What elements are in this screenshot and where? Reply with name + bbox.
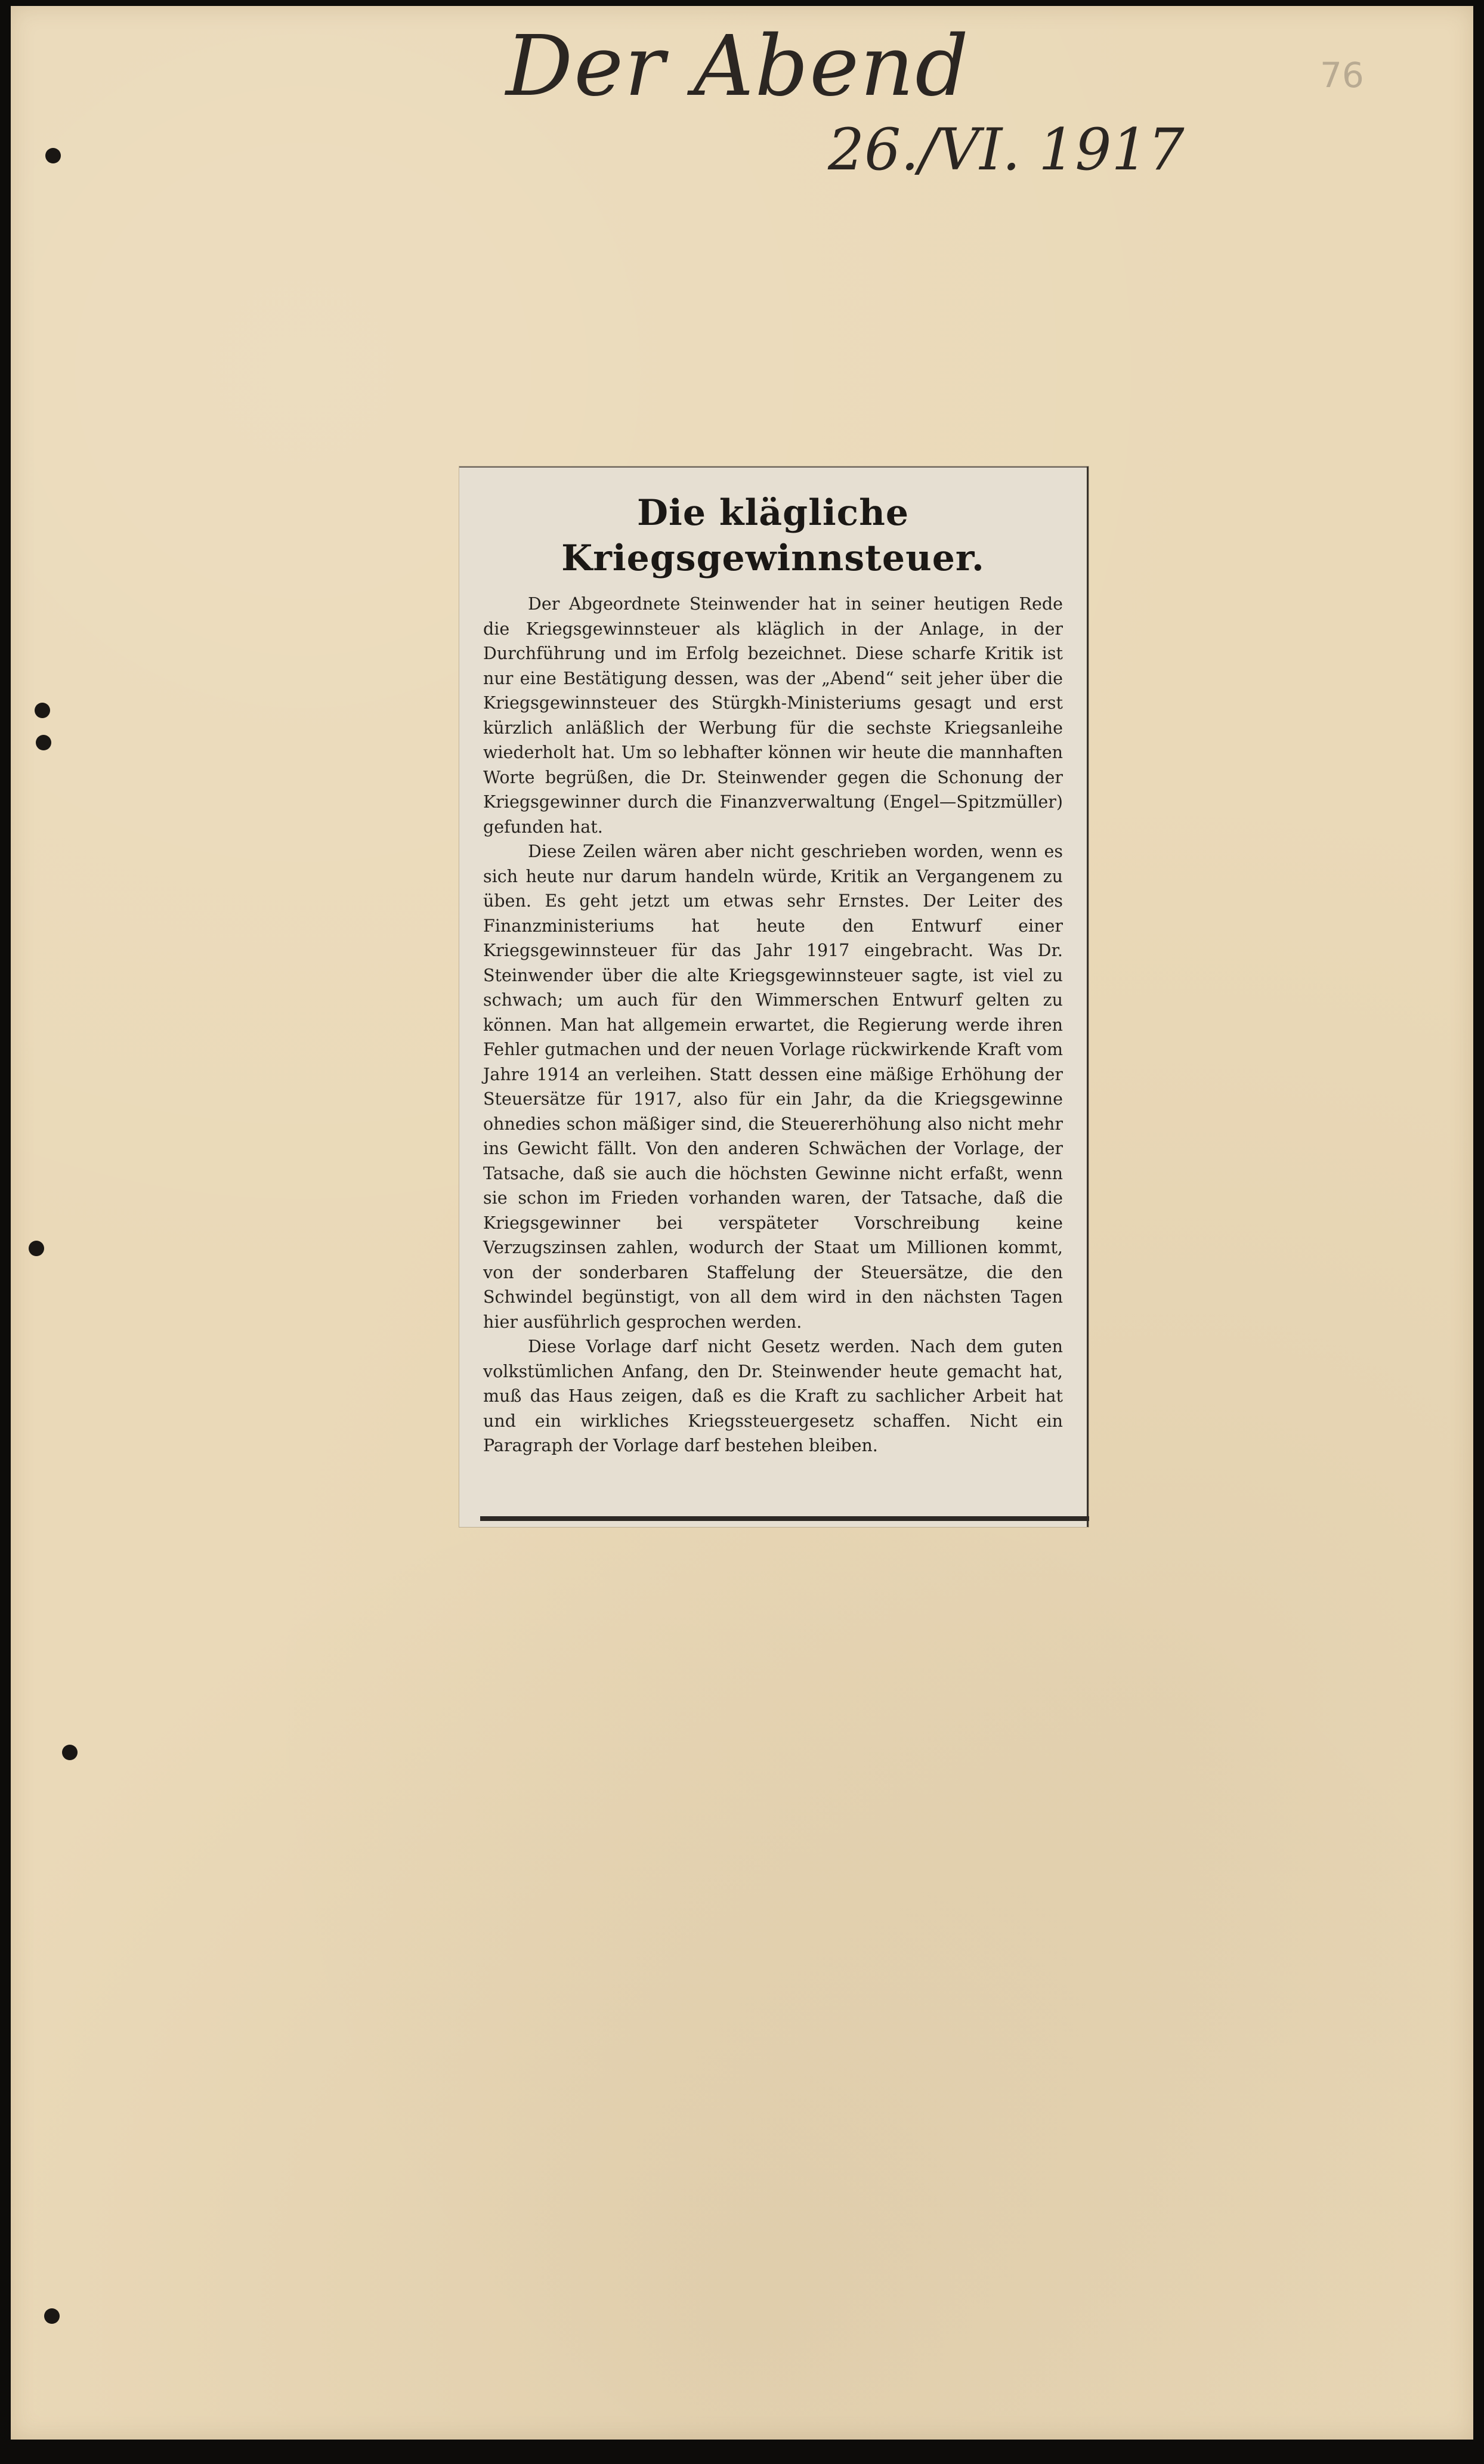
punch-hole-6 <box>44 2308 60 2324</box>
page-number: 76 <box>1320 55 1364 95</box>
newspaper-clipping <box>459 466 1089 1527</box>
article-paragraph-3: Diese Vorlage darf nicht Gesetz werden. Nach dem guten volkstümlichen Anfang, den Dr. Steinwender heute gemacht hat, muß das Haus zeigen, daß es die Kraft zu sachlicher Arbeit hat und ein wirkliches Kriegssteuergesetz schaffen. Nicht ein Paragraph der Vorlage darf bestehen bleiben. <box>483 1337 1063 1455</box>
punch-hole-1 <box>45 148 61 163</box>
article-paragraph-2: Diese Zeilen wären aber nicht geschrieben worden, wenn es sich heute nur darum handeln würde, Kritik an Vergangenem zu üben. Es geht jetzt um etwas sehr Ernstes. Der Leiter des Finanzministeriums hat heute den Entwurf einer Kriegsgewinnsteuer für das Jahr 1917 eingebracht. Was Dr. Steinwender über die alte Kriegsgewinnsteuer sagte, ist viel zu schwach; um auch für den Wimmerschen Entwurf gelten zu können. Man hat allgemein erwartet, die Regierung werde ihren Fehler gutmachen und der neuen Vorlage rückwirkende Kraft vom Jahre 1914 an verleihen. Statt dessen eine mäßige Erhöhung der Steuersätze für 1917, also für ein Jahr, da die Kriegsgewinne ohnedies schon mäßiger sind, die Steuererhöhung also nicht mehr ins Gewicht fällt. Von den anderen Schwächen der Vorlage, der Tatsache, daß sie auch die höchsten Gewinne nicht erfaßt, wenn sie schon im Frieden vorhanden waren, der Tatsache, daß die Kriegsgewinner bei verspäteter Vorschreibung keine Verzugszinsen zahlen, wodurch der Staat um Millionen kommt, von der sonderbaren Staffelung der Steuersätze, die den Schwindel begünstigt, von all dem wird in den nächsten Tagen hier ausführlich gesprochen werden. <box>483 842 1063 1332</box>
article-title: Die klägliche Kriegsgewinnsteuer. <box>561 492 985 579</box>
punch-hole-4 <box>29 1241 44 1256</box>
archive-sheet <box>11 6 1473 2440</box>
punch-hole-3 <box>36 735 51 750</box>
punch-hole-2 <box>35 703 50 718</box>
handwritten-newspaper-title: Der Abend <box>506 18 970 115</box>
clipping-top-rule <box>459 466 1087 468</box>
article-paragraph-1: Der Abgeordnete Steinwender hat in seiner heutigen Rede die Kriegsgewinnsteuer als kläglich in der Anlage, in der Durchführung und im Erfolg bezeichnet. Diese scharfe Kritik ist nur eine Bestätigung dessen, was der „Abend“ seit jeher über die Kriegsgewinnsteuer des Stürgkh-Ministeriums gesagt und erst kürzlich anläßlich der Werbung für die sechste Kriegsanleihe wiederholt hat. Um so lebhafter können wir heute die mannhaften Worte begrüßen, die Dr. Steinwender gegen die Schonung der Kriegsgewinner durch die Finanzverwaltung (Engel—Spitzmüller) gefunden hat. <box>483 594 1063 837</box>
punch-hole-5 <box>62 1745 78 1760</box>
handwritten-date: 26./VI. 1917 <box>828 116 1185 183</box>
clipping-bottom-rule <box>480 1516 1089 1521</box>
